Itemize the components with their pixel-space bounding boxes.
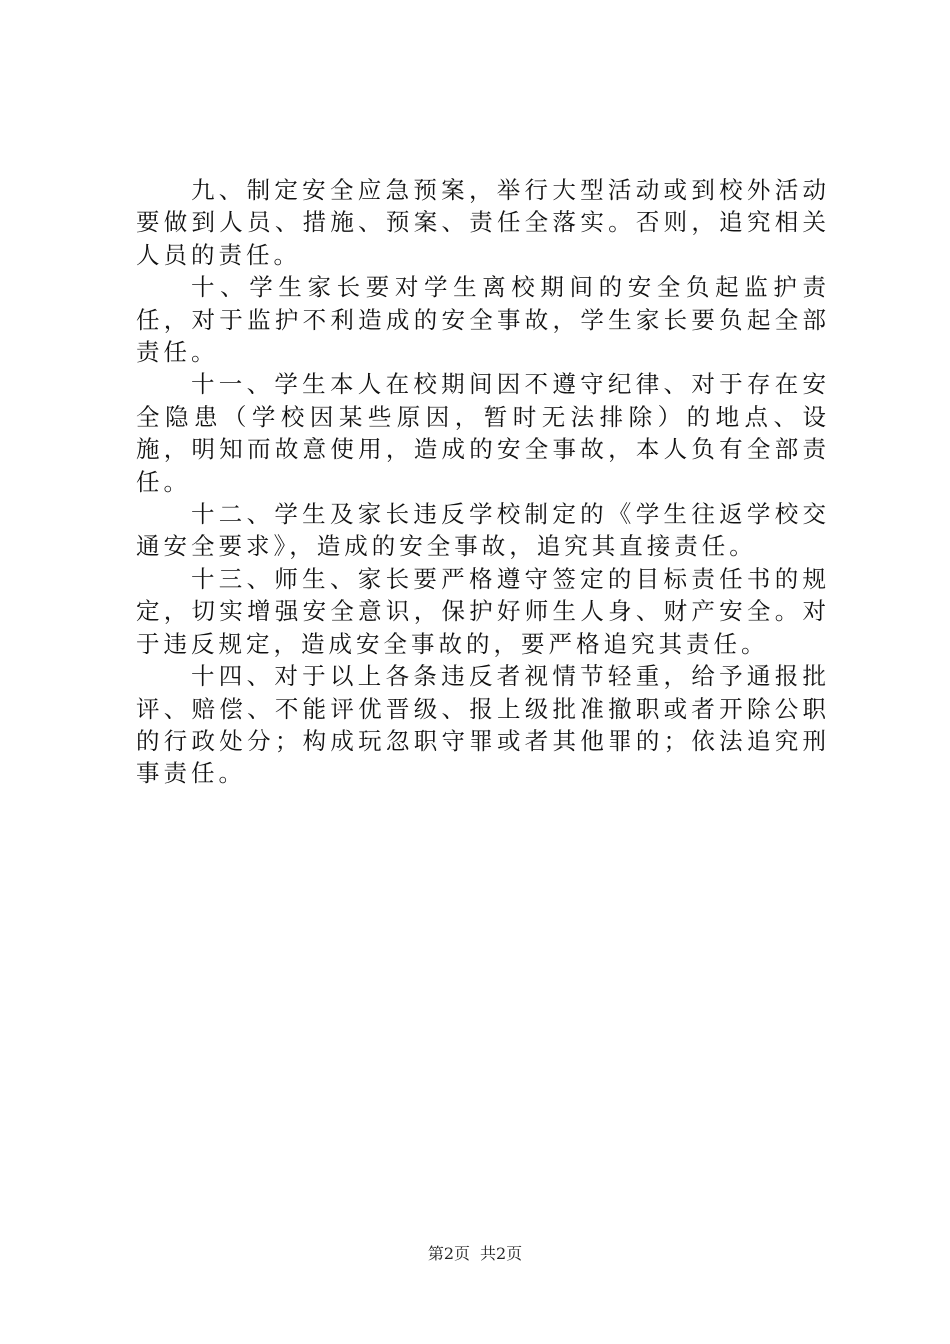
page-total: 共2页 bbox=[480, 1244, 523, 1263]
paragraph-item-14: 十四、对于以上各条违反者视情节轻重，给予通报批评、赔偿、不能评优晋级、报上级批准撤职或者开除公职的行政处分；构成玩忽职守罪或者其他罪的；依法追究刑事责任。 bbox=[136, 662, 830, 788]
paragraph-item-9: 九、制定安全应急预案，举行大型活动或到校外活动要做到人员、措施、预案、责任全落实。否则，追究相关人员的责任。 bbox=[136, 176, 830, 269]
paragraph-item-12: 十二、学生及家长违反学校制定的《学生往返学校交通安全要求》，造成的安全事故，追究其直接责任。 bbox=[136, 500, 830, 561]
paragraph-item-11: 十一、学生本人在校期间因不遵守纪律、对于存在安全隐患（学校因某些原因，暂时无法排除）的地点、设施，明知而故意使用，造成的安全事故，本人负有全部责任。 bbox=[136, 370, 830, 496]
document-body bbox=[136, 174, 830, 790]
paragraph-item-13: 十三、师生、家长要严格遵守签定的目标责任书的规定，切实增强安全意识，保护好师生人身、财产安全。对于违反规定，造成安全事故的，要严格追究其责任。 bbox=[136, 564, 830, 658]
page-number: 第2页 bbox=[427, 1244, 470, 1263]
page-footer bbox=[0, 1244, 950, 1264]
paragraph-item-10: 十、学生家长要对学生离校期间的安全负起监护责任，对于监护不利造成的安全事故，学生家长要负起全部责任。 bbox=[136, 273, 830, 367]
